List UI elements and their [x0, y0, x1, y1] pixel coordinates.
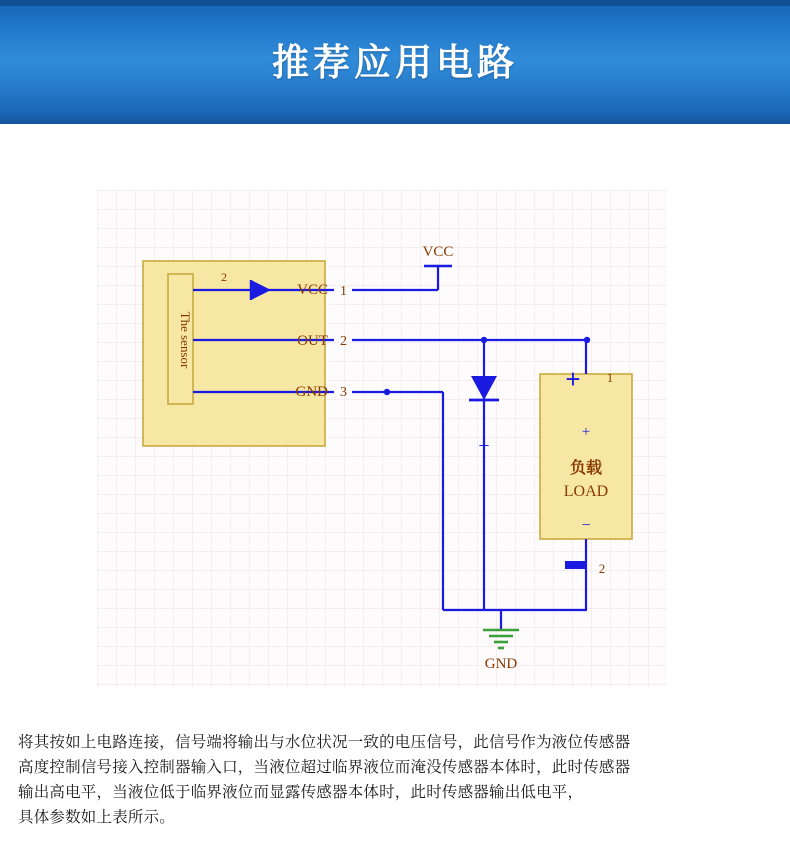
- pin-label-gnd: GND: [295, 384, 328, 400]
- description-text: [18, 730, 774, 830]
- load-label-cn: 负载: [569, 460, 603, 477]
- diode-minus-sign: −: [478, 435, 490, 457]
- load-minus-inner: −: [581, 517, 591, 534]
- load-terminal-2-number: 2: [598, 561, 606, 576]
- page-title: 推荐应用电路: [272, 41, 518, 83]
- load-terminal-1-number: 1: [606, 370, 614, 385]
- junction-gnd: [384, 389, 390, 395]
- description-line-2: 高度控制信号接入控制器输入口，当液位超过临界液位而淹没传感器本体时，此时传感器: [18, 759, 631, 776]
- net-label-vcc: VCC: [422, 244, 454, 260]
- load-plus-inner: +: [581, 424, 591, 440]
- circuit-diagram: [97, 190, 667, 687]
- net-label-gnd: GND: [484, 656, 518, 672]
- schematic-region: [0, 124, 790, 714]
- description-line-4: 具体参数如上表所示。: [18, 809, 176, 826]
- pin-label-vcc: VCC: [297, 282, 328, 298]
- pin-number-1: 1: [340, 284, 347, 299]
- load-body: [540, 374, 632, 539]
- load-terminal-minus: [565, 561, 587, 569]
- load-label-en: LOAD: [563, 483, 609, 500]
- sensor-block-label: The sensor: [178, 311, 193, 369]
- pin-number-3: 3: [340, 385, 347, 400]
- description-line-1: 将其按如上电路连接，信号端将输出与水位状况一致的电压信号，此信号作为液位传感器: [18, 734, 631, 751]
- pin-label-out: OUT: [297, 333, 328, 349]
- pin-number-left-2: 2: [221, 270, 227, 284]
- pin-number-2: 2: [340, 334, 347, 349]
- load-terminal-plus: +: [565, 364, 581, 394]
- page-header: [0, 0, 790, 124]
- description-line-3: 输出高电平，当液位低于临界液位而显露传感器本体时，此时传感器输出低电平，: [18, 784, 584, 801]
